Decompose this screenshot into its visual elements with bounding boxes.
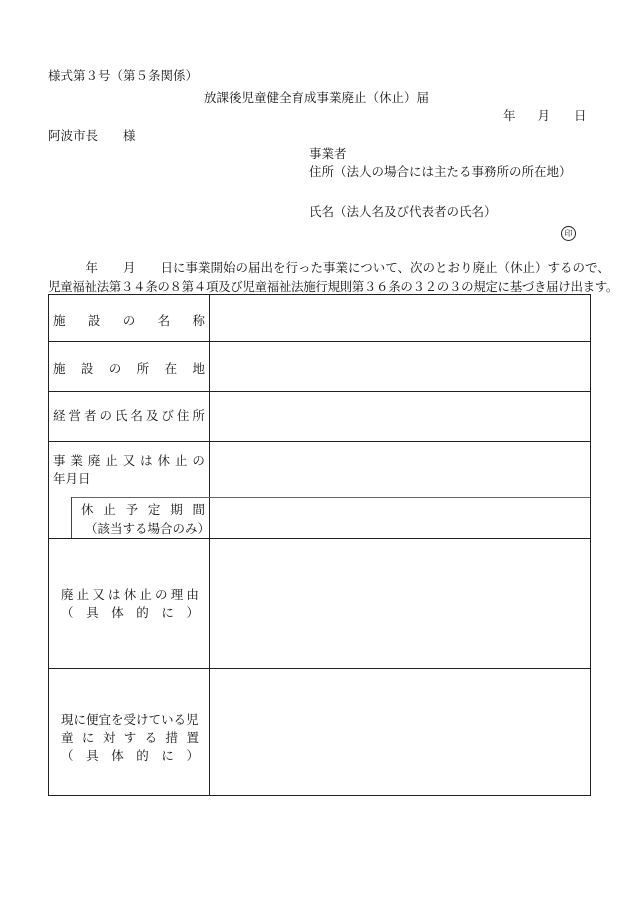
label-char: 止 xyxy=(105,453,118,468)
label-char: 休 xyxy=(81,502,94,517)
label-char: 設 xyxy=(80,361,94,376)
label-char: 名 xyxy=(157,313,171,328)
operator-label: 事業者 xyxy=(309,146,347,161)
date-line xyxy=(503,110,587,123)
label-char: 事 xyxy=(53,453,66,468)
input-cell-suspension-period[interactable] xyxy=(210,498,590,538)
date-day-label: 日 xyxy=(574,108,587,123)
label-char: 理 xyxy=(170,587,184,602)
label-closure-date-line2: 年月日 xyxy=(53,471,91,486)
label-char: 的 xyxy=(136,605,149,620)
label-char: 名 xyxy=(130,408,143,423)
label-char: 童 xyxy=(61,730,74,745)
label-char: 休 xyxy=(123,587,137,602)
label-char: の xyxy=(122,313,136,328)
label-char: す xyxy=(123,730,137,745)
label-char: 体 xyxy=(111,605,124,620)
label-char: は xyxy=(140,453,153,468)
label-char: 体 xyxy=(111,748,124,763)
label-char: （ xyxy=(61,605,74,620)
label-char: 称 xyxy=(192,313,205,328)
label-char: 営 xyxy=(68,408,81,423)
label-char: 具 xyxy=(86,748,99,763)
label-char: 休 xyxy=(157,453,171,468)
label-current-measures: 現に便宜を受けている児 xyxy=(61,712,199,727)
input-cell-current-measures[interactable] xyxy=(210,669,590,795)
label-char: 所 xyxy=(136,361,150,376)
addressee: 阿波市長 様 xyxy=(48,128,136,143)
label-char: 者 xyxy=(83,408,97,423)
label-char: 間 xyxy=(192,502,205,517)
input-cell-closure-date[interactable] xyxy=(210,442,590,497)
label-char: 設 xyxy=(87,313,101,328)
seal-mark: 印 xyxy=(561,226,576,241)
label-suspension-period-note: （該当する場合のみ） xyxy=(85,521,211,536)
label-char: 措 xyxy=(165,730,179,745)
label-reason-detail xyxy=(61,607,199,620)
label-char: 廃 xyxy=(61,587,74,602)
label-char: 又 xyxy=(122,453,136,468)
input-cell-facility-name[interactable] xyxy=(210,295,590,341)
label-char: る xyxy=(144,730,158,745)
label-char: 予 xyxy=(125,502,139,517)
form-code: 様式第３号（第５条関係） xyxy=(48,68,199,83)
statement-line-1: 年 月 日に事業開始の届出を行った事業について、次のとおり廃止（休止）するので、 xyxy=(48,260,610,275)
label-char: 期 xyxy=(170,502,183,517)
label-char: ） xyxy=(186,748,199,763)
label-char: の xyxy=(155,587,168,602)
label-char: 廃 xyxy=(87,453,101,468)
label-char: 止 xyxy=(103,502,116,517)
label-facility-name xyxy=(53,315,205,328)
label-char: 的 xyxy=(136,748,149,763)
input-cell-reason[interactable] xyxy=(210,539,590,668)
label-char: 止 xyxy=(139,587,152,602)
label-current-measures-detail xyxy=(61,750,199,763)
label-char: 又 xyxy=(92,587,105,602)
label-char: の xyxy=(108,361,122,376)
label-char: の xyxy=(192,453,205,468)
name-label: 氏名（法人名及び代表者の氏名） xyxy=(309,204,497,219)
label-char: 対 xyxy=(102,730,116,745)
label-reason xyxy=(61,589,199,602)
label-char: 業 xyxy=(70,453,83,468)
label-char: 及 xyxy=(145,408,159,423)
label-char: の xyxy=(99,408,112,423)
label-char: に xyxy=(161,605,174,620)
date-year-label: 年 xyxy=(503,108,516,123)
label-char: ） xyxy=(186,605,199,620)
label-char: （ xyxy=(61,748,74,763)
input-cell-operator-name-address[interactable] xyxy=(210,392,590,441)
label-char: 地 xyxy=(192,361,205,376)
label-facility-location xyxy=(53,363,205,376)
label-char: に xyxy=(161,748,174,763)
label-char: 止 xyxy=(174,453,188,468)
date-month-label: 月 xyxy=(537,108,551,123)
label-char: 定 xyxy=(147,502,161,517)
label-char: に xyxy=(81,730,95,745)
form-table xyxy=(48,294,591,796)
address-label: 住所（法人の場合には主たる事務所の所在地） xyxy=(309,164,572,179)
label-char: 止 xyxy=(76,587,90,602)
label-char: 施 xyxy=(53,361,66,376)
label-char: 経 xyxy=(53,408,66,423)
sub-row-indent-line xyxy=(71,497,72,538)
document-title: 放課後児童健全育成事業廃止（休止）届 xyxy=(204,90,430,105)
label-suspension-period xyxy=(81,504,205,517)
label-current-measures-line2 xyxy=(61,732,199,745)
label-char: 由 xyxy=(186,587,199,602)
label-char: 在 xyxy=(164,361,178,376)
input-cell-facility-location[interactable] xyxy=(210,342,590,391)
label-closure-date xyxy=(53,455,205,468)
label-char: び xyxy=(161,408,174,423)
label-char: 氏 xyxy=(114,408,128,423)
label-char: 施 xyxy=(53,313,66,328)
statement-line-2: 児童福祉法第３４条の８第４項及び児童福祉法施行規則第３６条の３２の３の規定に基づき届け出ます。 xyxy=(48,279,619,294)
label-char: 住 xyxy=(176,408,190,423)
label-char: 所 xyxy=(192,408,205,423)
label-char: 置 xyxy=(186,730,199,745)
label-operator-name-address xyxy=(53,410,205,423)
label-char: は xyxy=(108,587,121,602)
label-char: 具 xyxy=(86,605,99,620)
